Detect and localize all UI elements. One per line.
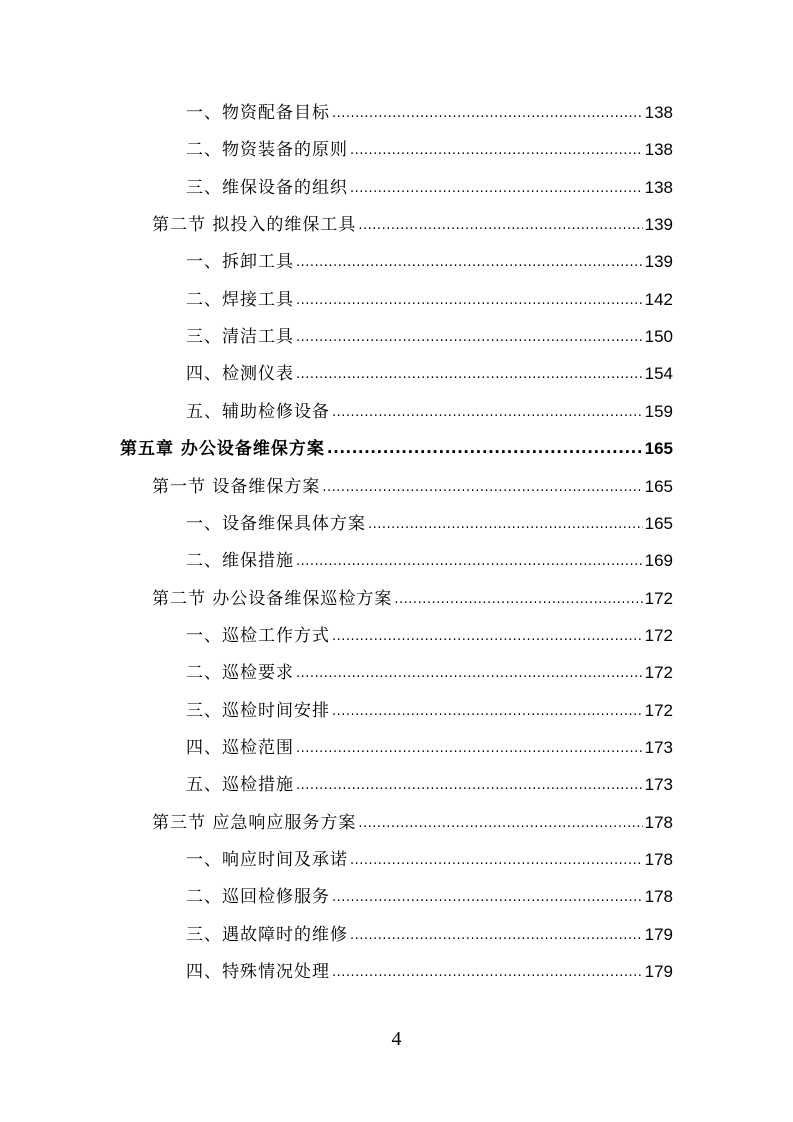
- toc-entry-page: 179: [644, 924, 673, 944]
- toc-entry-page: 150: [644, 327, 673, 347]
- toc-dot-leader: [350, 138, 643, 164]
- toc-entry-item[interactable]: [186, 922, 673, 948]
- toc-entry-title: 三、巡检时间安排: [186, 700, 330, 721]
- toc-entry-page: 169: [644, 551, 673, 571]
- toc-entry-title: 一、设备维保具体方案: [186, 513, 366, 534]
- toc-entry-item[interactable]: [186, 324, 673, 350]
- toc-dot-leader: [350, 176, 643, 202]
- toc-dot-leader: [332, 101, 643, 127]
- toc-dot-leader: [296, 288, 643, 314]
- toc-entry-section[interactable]: [152, 474, 673, 500]
- page-number: 4: [391, 1028, 402, 1050]
- toc-dot-leader: [296, 549, 643, 575]
- toc-entry-page: 173: [644, 775, 673, 795]
- toc-entry-title: 三、清洁工具: [186, 327, 294, 348]
- toc-dot-leader: [332, 624, 643, 650]
- toc-dot-leader: [332, 960, 643, 986]
- toc-entry-page: 165: [644, 513, 673, 533]
- toc-entry-title: 三、遇故障时的维修: [186, 924, 348, 945]
- toc-entry-item[interactable]: [186, 660, 673, 686]
- toc-dot-leader: [296, 661, 643, 687]
- toc-entry-item[interactable]: [186, 847, 673, 873]
- toc-entry-page: 178: [644, 812, 673, 832]
- toc-dot-leader: [332, 699, 643, 725]
- toc-entry-item[interactable]: [186, 175, 673, 201]
- toc-entry-item[interactable]: [186, 511, 673, 537]
- toc-entry-page: 138: [644, 103, 673, 122]
- toc-entry-page: 159: [644, 401, 673, 421]
- toc-entry-page: 165: [644, 476, 673, 496]
- toc-entry-item[interactable]: [186, 548, 673, 574]
- toc-entry-item[interactable]: [186, 287, 673, 313]
- toc-entry-page: 179: [644, 962, 673, 982]
- toc-dot-leader: [350, 923, 643, 949]
- toc-entry-item[interactable]: [186, 623, 673, 649]
- toc-entry-title: 二、焊接工具: [186, 289, 294, 310]
- toc-entry-title: 一、物资配备目标: [186, 103, 330, 123]
- toc-entry-item[interactable]: [186, 735, 673, 761]
- toc-dot-leader: [296, 362, 643, 388]
- toc-dot-leader: [358, 811, 642, 837]
- toc-dot-leader: [327, 435, 643, 461]
- toc-entry-title: 二、维保措施: [186, 551, 294, 572]
- toc-dot-leader: [296, 773, 643, 799]
- toc-entry-title: 二、巡检要求: [186, 663, 294, 684]
- toc-entry-item[interactable]: [186, 698, 673, 724]
- toc-entry-page: 173: [644, 737, 673, 757]
- toc-dot-leader: [332, 400, 643, 426]
- toc-entry-title: 第三节 应急响应服务方案: [152, 812, 357, 833]
- toc-entry-item[interactable]: [186, 137, 673, 163]
- toc-entry-item[interactable]: [186, 361, 673, 387]
- toc-entry-page: 172: [644, 588, 673, 608]
- toc-entry-page: 165: [644, 439, 673, 459]
- toc-entry-page: 138: [644, 177, 673, 197]
- toc-dot-leader: [394, 587, 642, 613]
- toc-dot-leader: [332, 885, 643, 911]
- toc-entry-chapter[interactable]: [120, 436, 673, 462]
- toc-entry-page: 172: [644, 663, 673, 683]
- toc-entry-title: 四、特殊情况处理: [186, 962, 330, 983]
- toc-dot-leader: [322, 475, 642, 501]
- toc-entry-title: 一、拆卸工具: [186, 252, 294, 273]
- toc-dot-leader: [368, 512, 643, 538]
- toc-entry-page: 154: [644, 364, 673, 384]
- toc-entry-item[interactable]: [186, 884, 673, 910]
- toc-dot-leader: [296, 250, 643, 276]
- toc-entry-item[interactable]: [186, 399, 673, 425]
- toc-entry-title: 第二节 办公设备维保巡检方案: [152, 588, 393, 609]
- toc-entry-title: 三、维保设备的组织: [186, 177, 348, 198]
- toc-dot-leader: [296, 325, 643, 351]
- toc-entry-title: 五、巡检措施: [186, 775, 294, 796]
- toc-entry-item[interactable]: [186, 959, 673, 985]
- toc-entry-title: 第五章 办公设备维保方案: [120, 439, 325, 460]
- toc-entry-title: 一、巡检工作方式: [186, 625, 330, 646]
- toc-entry-page: 178: [644, 887, 673, 907]
- toc-entry-page: 172: [644, 700, 673, 720]
- toc-entry-page: 142: [644, 289, 673, 309]
- toc-entry-section[interactable]: [152, 810, 673, 836]
- toc-entry-page: 172: [644, 625, 673, 645]
- toc-entry-section[interactable]: [152, 212, 673, 238]
- toc-entry-page: 139: [644, 215, 673, 235]
- toc-entry-item[interactable]: [186, 100, 673, 126]
- toc-entry-title: 第一节 设备维保方案: [152, 476, 321, 497]
- toc-entry-page: 178: [644, 850, 673, 869]
- toc-entry-item[interactable]: [186, 772, 673, 798]
- toc-entry-item[interactable]: [186, 249, 673, 275]
- toc-dot-leader: [350, 848, 643, 874]
- toc-entry-title: 二、巡回检修服务: [186, 887, 330, 908]
- toc-entry-title: 二、物资装备的原则: [186, 140, 348, 161]
- toc-entry-page: 139: [644, 252, 673, 272]
- toc-entry-page: 138: [644, 140, 673, 160]
- toc-entry-title: 第二节 拟投入的维保工具: [152, 215, 357, 236]
- toc-entry-section[interactable]: [152, 586, 673, 612]
- toc-entry-title: 四、巡检范围: [186, 737, 294, 758]
- toc-entry-title: 四、检测仪表: [186, 364, 294, 385]
- toc-dot-leader: [296, 736, 643, 762]
- toc-dot-leader: [358, 213, 642, 239]
- toc-entry-title: 一、响应时间及承诺: [186, 850, 348, 870]
- toc-entry-title: 五、辅助检修设备: [186, 401, 330, 422]
